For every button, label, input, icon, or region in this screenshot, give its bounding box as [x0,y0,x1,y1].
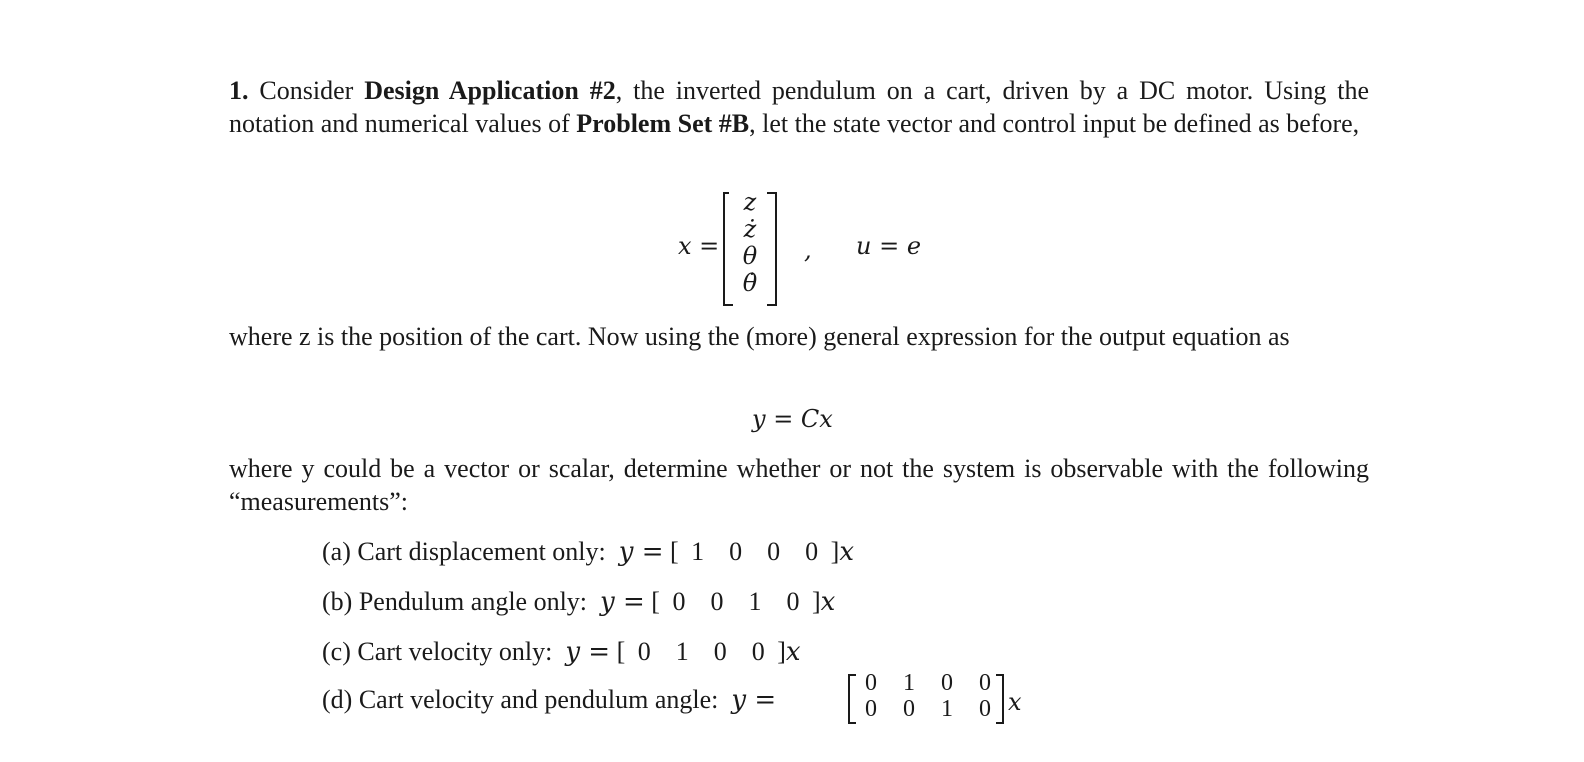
intro-text: , the inverted pendulum on a cart, driven by a DC motor. Using the notation and numerical values of [229,76,1369,138]
control-input: u = e [856,232,922,260]
output-equation: y = Cx [752,405,833,433]
problem-set-ref: Problem Set #B [576,109,750,138]
item-b: (b) Pendulum angle only: y = [ 0 0 1 0 ]x [322,587,836,617]
state-vector [738,189,762,297]
item-d: (d) Cart velocity and pendulum angle: y = [322,685,777,715]
intro-text: Consider [248,76,365,105]
output-matrix-rhs: x [1008,688,1022,716]
state-lhs: x = [678,232,720,260]
item-c: (c) Cart velocity only: y = [ 0 1 0 0 ]x [322,637,801,667]
state-z: z [743,188,757,216]
paragraph-output: where z is the position of the cart. Now using the (more) general expression for the output equation as [229,322,1290,351]
separator-comma: , [804,236,812,264]
output-matrix: 0 1 0 0 0 0 1 0 [865,670,991,722]
intro-text: , let the state vector and control input be defined as before, [749,109,1360,138]
problem-number: 1. [229,76,249,105]
paragraph-observability: where y could be a vector or scalar, determine whether or not the system is observable with the following “measurements”: [229,454,1369,516]
state-thetadot: θ̇ [742,269,758,297]
item-a: (a) Cart displacement only: y = [ 1 0 0 0 ]x [322,537,855,567]
state-zdot: ż [743,215,757,243]
design-application-ref: Design Application #2 [364,76,616,105]
state-theta: θ [742,242,758,270]
problem-intro [229,74,1369,140]
